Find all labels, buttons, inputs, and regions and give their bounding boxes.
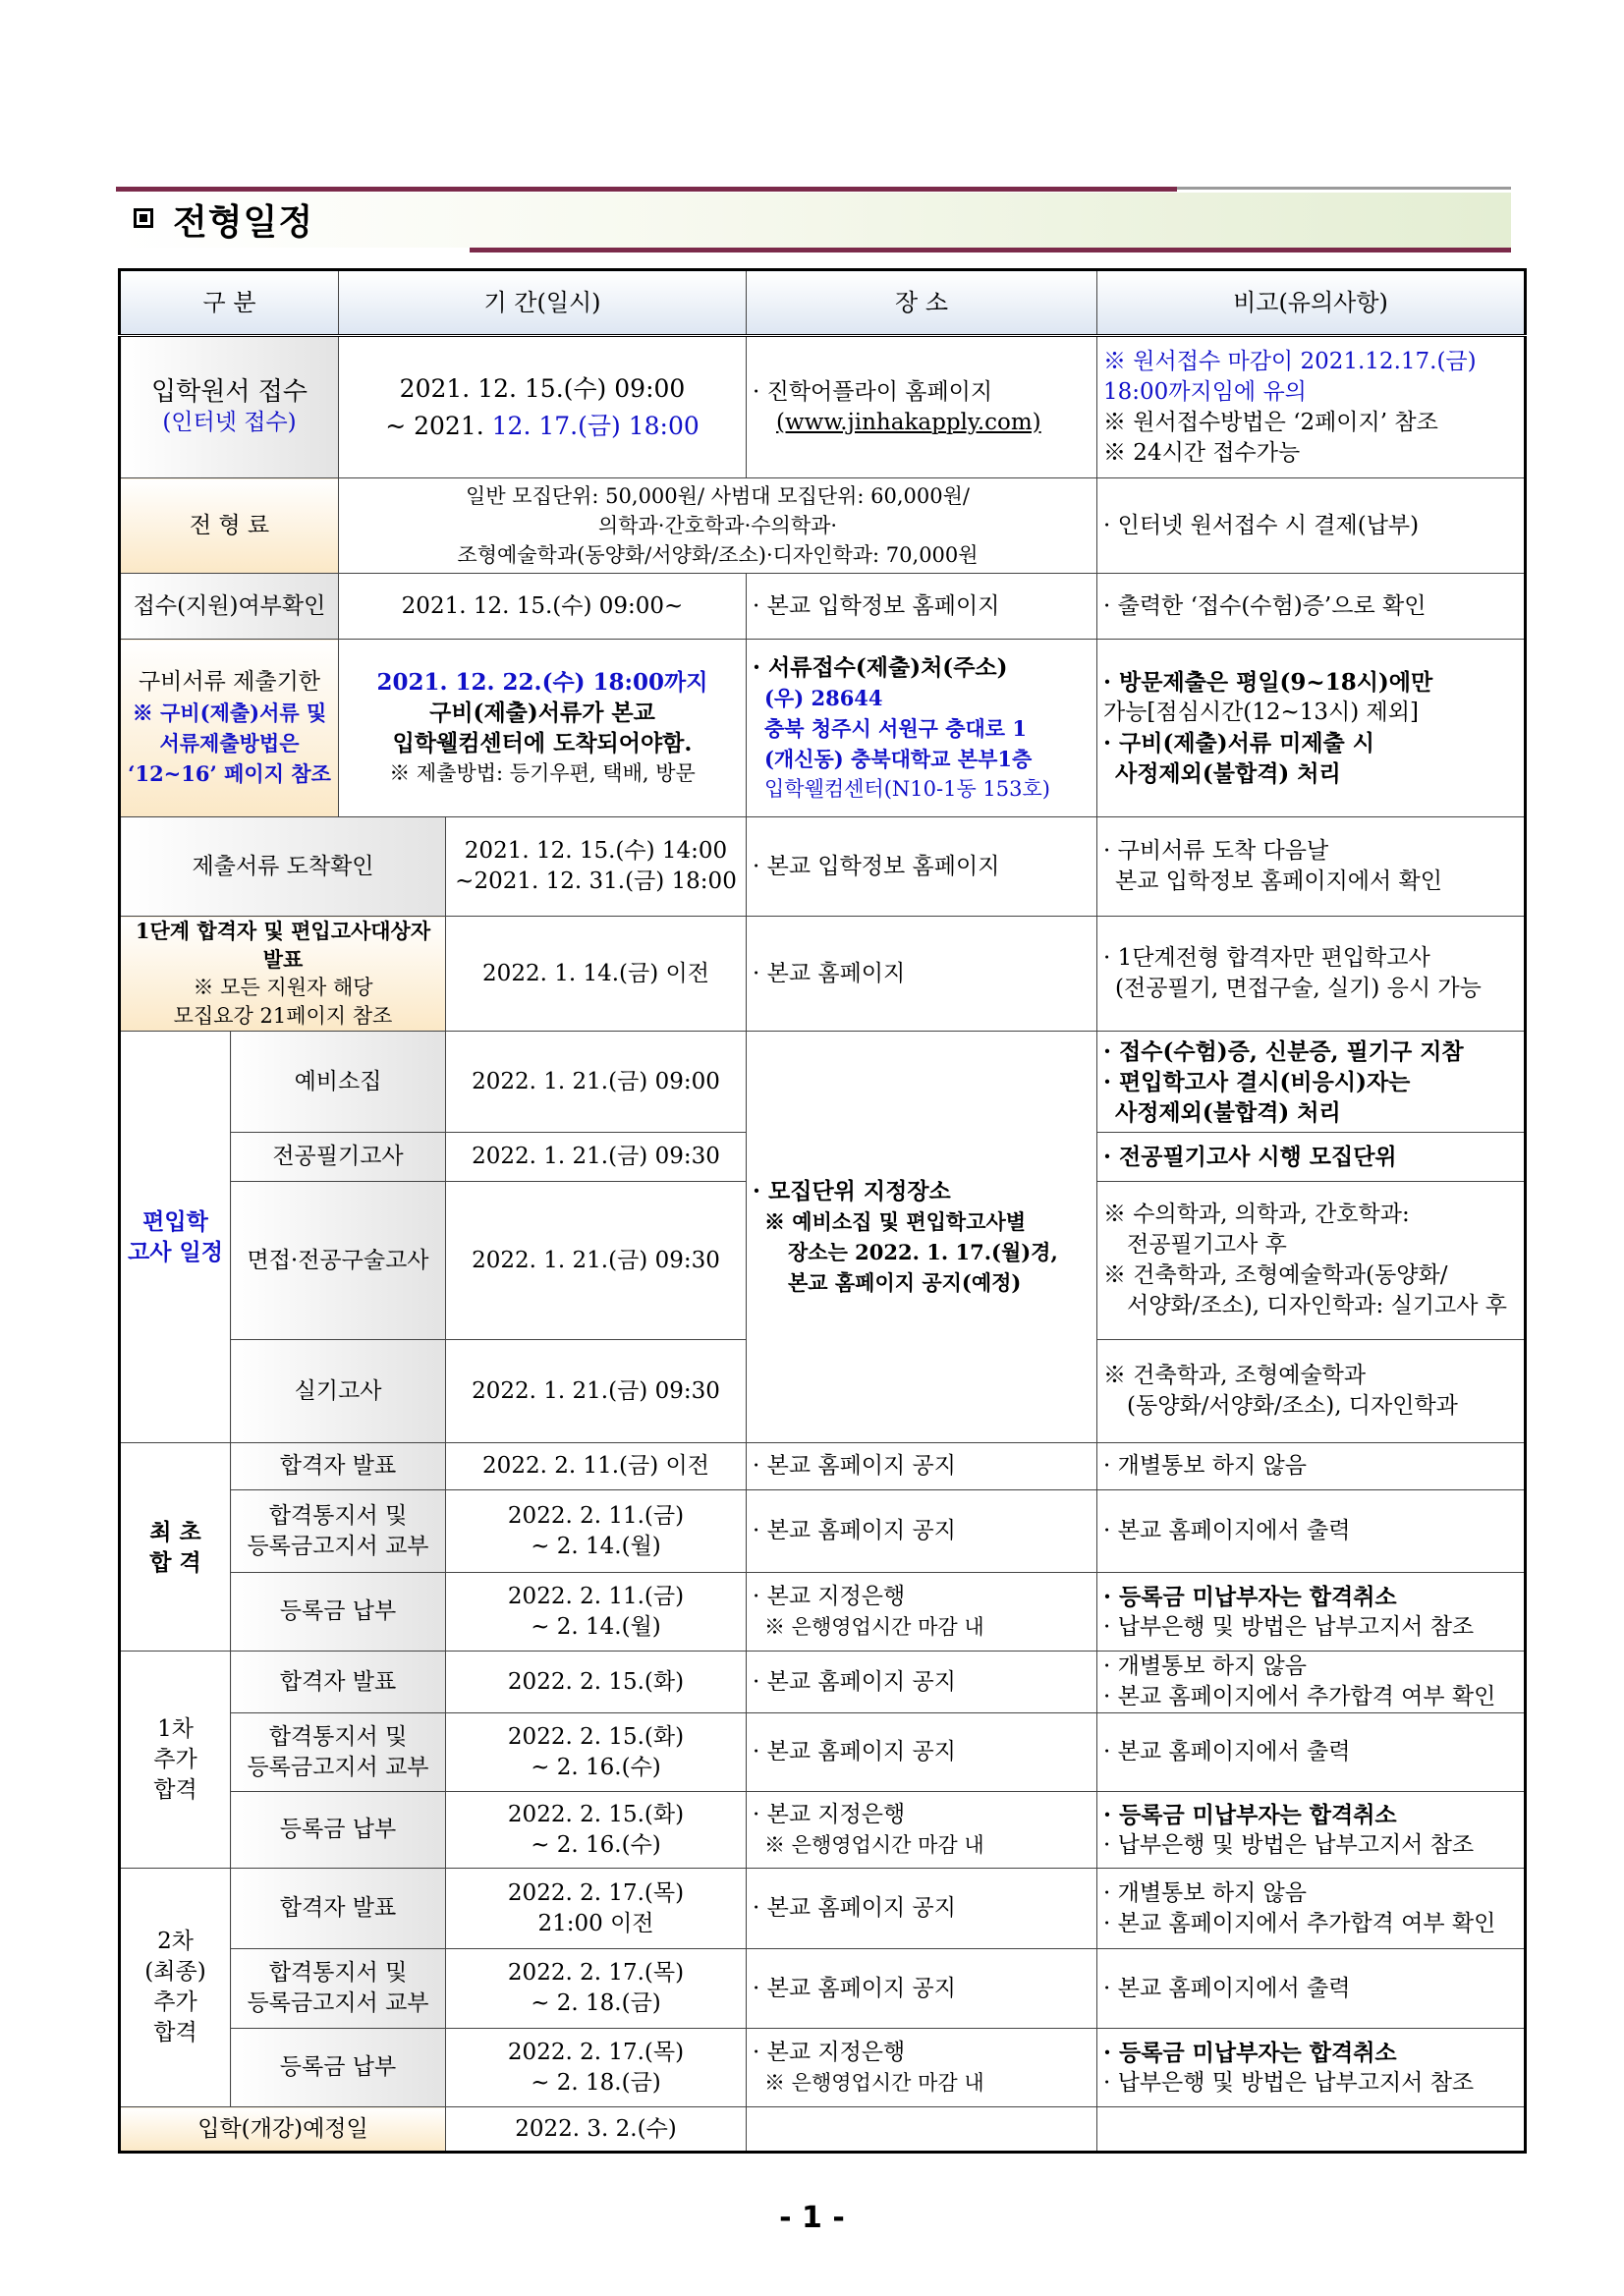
col-header-place: 장 소 <box>747 270 1097 336</box>
table-row <box>120 1490 1526 1573</box>
add2-notice-date: 2022. 2. 17.(목) ~ 2. 18.(금) <box>446 1949 747 2029</box>
exam-prep-note: · 접수(수험)증, 신분증, 필기구 지참 · 편입학고사 결시(비응시)자는 사정제외(불합격) 처리 <box>1097 1032 1526 1133</box>
exam-prep-date: 2022. 1. 21.(금) 09:00 <box>446 1032 747 1133</box>
table-row <box>120 817 1526 917</box>
section-title: 전형일정 <box>173 202 314 243</box>
application-period: 2021. 12. 15.(수) 09:00 ~ 2021. 12. 17.(금) 18:00 <box>339 336 747 478</box>
add1-pay-note: · 등록금 미납부자는 합격취소 · 납부은행 및 방법은 납부고지서 참조 <box>1097 1792 1526 1869</box>
arrival-period: 2021. 12. 15.(수) 14:00 ~2021. 12. 31.(금) 18:00 <box>446 817 747 917</box>
add1-pay-place: · 본교 지정은행 ※ 은행영업시간 마감 내 <box>747 1792 1097 1869</box>
table-row <box>120 1713 1526 1792</box>
table-row <box>120 1652 1526 1713</box>
header-bottom-rule <box>470 248 1511 252</box>
row-label-fee: 전 형 료 <box>120 478 339 574</box>
arrival-place: · 본교 입학정보 홈페이지 <box>747 817 1097 917</box>
fee-note: · 인터넷 원서접수 시 결제(납부) <box>1097 478 1526 574</box>
add2-notice-label: 합격통지서 및 등록금고지서 교부 <box>231 1949 446 2029</box>
entry-date: 2022. 3. 2.(수) <box>446 2107 747 2153</box>
first-pass-pay-date: 2022. 2. 11.(금) ~ 2. 14.(월) <box>446 1573 747 1652</box>
header-top-rule-gray <box>1177 187 1511 190</box>
first-stage-note: · 1단계전형 합격자만 편입학고사 (전공필기, 면접구술, 실기) 응시 가능 <box>1097 917 1526 1032</box>
header-band <box>116 193 1511 248</box>
row-label-entry: 입학(개강)예정일 <box>120 2107 446 2153</box>
first-pass-notice-place: · 본교 홈페이지 공지 <box>747 1490 1097 1573</box>
jinhakapply-link[interactable]: (www.jinhakapply.com) <box>776 409 1041 435</box>
table-header-row <box>120 270 1526 336</box>
table-row <box>120 1032 1526 1133</box>
check-place: · 본교 입학정보 홈페이지 <box>747 574 1097 640</box>
add1-ann-place: · 본교 홈페이지 공지 <box>747 1652 1097 1713</box>
add1-ann-date: 2022. 2. 15.(화) <box>446 1652 747 1713</box>
exam-group-label: 편입학 고사 일정 <box>120 1032 231 1443</box>
documents-deadline: 2021. 12. 22.(수) 18:00까지 구비(제출)서류가 본교 입학웰컴센터에 도착되어야함. ※ 제출방법: 등기우편, 택배, 방문 <box>339 640 747 817</box>
entry-note <box>1097 2107 1526 2153</box>
first-stage-date: 2022. 1. 14.(금) 이전 <box>446 917 747 1032</box>
entry-place <box>747 2107 1097 2153</box>
add2-group-label: 2차 (최종) 추가 합격 <box>120 1869 231 2107</box>
exam-written-label: 전공필기고사 <box>231 1133 446 1182</box>
col-header-note: 비고(유의사항) <box>1097 270 1526 336</box>
table-row <box>120 2029 1526 2107</box>
first-pass-pay-note: · 등록금 미납부자는 합격취소 · 납부은행 및 방법은 납부고지서 참조 <box>1097 1573 1526 1652</box>
first-stage-place: · 본교 홈페이지 <box>747 917 1097 1032</box>
table-row <box>120 640 1526 817</box>
add2-ann-place: · 본교 홈페이지 공지 <box>747 1869 1097 1949</box>
first-pass-pay-label: 등록금 납부 <box>231 1573 446 1652</box>
row-label-first-stage: 1단계 합격자 및 편입고사대상자 발표 ※ 모든 지원자 해당 모집요강 21페이지 참조 <box>120 917 446 1032</box>
square-bullet-icon <box>134 208 153 228</box>
table-row <box>120 1869 1526 1949</box>
add2-notice-note: · 본교 홈페이지에서 출력 <box>1097 1949 1526 2029</box>
exam-written-date: 2022. 1. 21.(금) 09:30 <box>446 1133 747 1182</box>
first-pass-ann-place: · 본교 홈페이지 공지 <box>747 1443 1097 1490</box>
first-pass-notice-note: · 본교 홈페이지에서 출력 <box>1097 1490 1526 1573</box>
page-number: - 1 - <box>779 2201 845 2235</box>
application-place: · 진학어플라이 홈페이지 (www.jinhakapply.com) <box>747 336 1097 478</box>
row-label-documents: 구비서류 제출기한 ※ 구비(제출)서류 및 서류제출방법은 ‘12~16’ 페이지 참조 <box>120 640 339 817</box>
first-pass-ann-note: · 개별통보 하지 않음 <box>1097 1443 1526 1490</box>
exam-prep-label: 예비소집 <box>231 1032 446 1133</box>
exam-interview-label: 면접·전공구술고사 <box>231 1182 446 1340</box>
row-label-application: 입학원서 접수 (인터넷 접수) <box>120 336 339 478</box>
documents-place: · 서류접수(제출)처(주소) (우) 28644 충북 청주시 서원구 충대로 1 (개신동) 충북대학교 본부1층 입학웰컴센터(N10-1동 153호) <box>747 640 1097 817</box>
exam-practical-label: 실기고사 <box>231 1340 446 1443</box>
exam-practical-note: ※ 건축학과, 조형예술학과 (동양화/서양화/조소), 디자인학과 <box>1097 1340 1526 1443</box>
add2-ann-date: 2022. 2. 17.(목) 21:00 이전 <box>446 1869 747 1949</box>
documents-note: · 방문제출은 평일(9~18시)에만 가능[점심시간(12~13시) 제외] · 구비(제출)서류 미제출 시 사정제외(불합격) 처리 <box>1097 640 1526 817</box>
col-header-period: 기 간(일시) <box>339 270 747 336</box>
col-header-category: 구 분 <box>120 270 339 336</box>
table-row <box>120 336 1526 478</box>
table-row <box>120 574 1526 640</box>
add1-notice-label: 합격통지서 및 등록금고지서 교부 <box>231 1713 446 1792</box>
table-row <box>120 1443 1526 1490</box>
add1-notice-note: · 본교 홈페이지에서 출력 <box>1097 1713 1526 1792</box>
add2-pay-note: · 등록금 미납부자는 합격취소 · 납부은행 및 방법은 납부고지서 참조 <box>1097 2029 1526 2107</box>
add1-group-label: 1차 추가 합격 <box>120 1652 231 1869</box>
table-row <box>120 1573 1526 1652</box>
first-pass-notice-date: 2022. 2. 11.(금) ~ 2. 14.(월) <box>446 1490 747 1573</box>
table-row <box>120 917 1526 1032</box>
header-top-rule <box>116 187 1177 192</box>
first-pass-ann-date: 2022. 2. 11.(금) 이전 <box>446 1443 747 1490</box>
exam-practical-date: 2022. 1. 21.(금) 09:30 <box>446 1340 747 1443</box>
add2-ann-note: · 개별통보 하지 않음 · 본교 홈페이지에서 추가합격 여부 확인 <box>1097 1869 1526 1949</box>
add1-ann-note: · 개별통보 하지 않음 · 본교 홈페이지에서 추가합격 여부 확인 <box>1097 1652 1526 1713</box>
schedule-table <box>118 268 1527 2154</box>
first-pass-pay-place: · 본교 지정은행 ※ 은행영업시간 마감 내 <box>747 1573 1097 1652</box>
check-note: · 출력한 ‘접수(수험)증’으로 확인 <box>1097 574 1526 640</box>
exam-interview-date: 2022. 1. 21.(금) 09:30 <box>446 1182 747 1340</box>
add2-pay-label: 등록금 납부 <box>231 2029 446 2107</box>
exam-place: · 모집단위 지정장소 ※ 예비소집 및 편입학고사별 장소는 2022. 1. 17.(월)경, 본교 홈페이지 공지(예정) <box>747 1032 1097 1443</box>
section-header <box>116 187 1511 257</box>
table-row <box>120 1792 1526 1869</box>
first-pass-ann-label: 합격자 발표 <box>231 1443 446 1490</box>
table-row <box>120 478 1526 574</box>
add1-pay-date: 2022. 2. 15.(화) ~ 2. 16.(수) <box>446 1792 747 1869</box>
row-label-arrival: 제출서류 도착확인 <box>120 817 446 917</box>
first-pass-group-label: 최 초 합 격 <box>120 1443 231 1652</box>
add1-pay-label: 등록금 납부 <box>231 1792 446 1869</box>
first-pass-notice-label: 합격통지서 및 등록금고지서 교부 <box>231 1490 446 1573</box>
fee-detail: 일반 모집단위: 50,000원/ 사범대 모집단위: 60,000원/ 의학과·간호학과·수의학과· 조형예술학과(동양화/서양화/조소)·디자인학과: 70,000원 <box>339 478 1097 574</box>
table-row <box>120 1949 1526 2029</box>
table-row <box>120 2107 1526 2153</box>
add2-notice-place: · 본교 홈페이지 공지 <box>747 1949 1097 2029</box>
application-note: ※ 원서접수 마감이 2021.12.17.(금) 18:00까지임에 유의 ※ 원서접수방법은 ‘2페이지’ 참조 ※ 24시간 접수가능 <box>1097 336 1526 478</box>
exam-written-note: · 전공필기고사 시행 모집단위 <box>1097 1133 1526 1182</box>
add1-ann-label: 합격자 발표 <box>231 1652 446 1713</box>
add1-notice-place: · 본교 홈페이지 공지 <box>747 1713 1097 1792</box>
add1-notice-date: 2022. 2. 15.(화) ~ 2. 16.(수) <box>446 1713 747 1792</box>
add2-pay-place: · 본교 지정은행 ※ 은행영업시간 마감 내 <box>747 2029 1097 2107</box>
check-date: 2021. 12. 15.(수) 09:00~ <box>339 574 747 640</box>
exam-interview-note: ※ 수의학과, 의학과, 간호학과: 전공필기고사 후 ※ 건축학과, 조형예술학과(동양화/ 서양화/조소), 디자인학과: 실기고사 후 <box>1097 1182 1526 1340</box>
row-label-check: 접수(지원)여부확인 <box>120 574 339 640</box>
add2-pay-date: 2022. 2. 17.(목) ~ 2. 18.(금) <box>446 2029 747 2107</box>
add2-ann-label: 합격자 발표 <box>231 1869 446 1949</box>
arrival-note: · 구비서류 도착 다음날 본교 입학정보 홈페이지에서 확인 <box>1097 817 1526 917</box>
